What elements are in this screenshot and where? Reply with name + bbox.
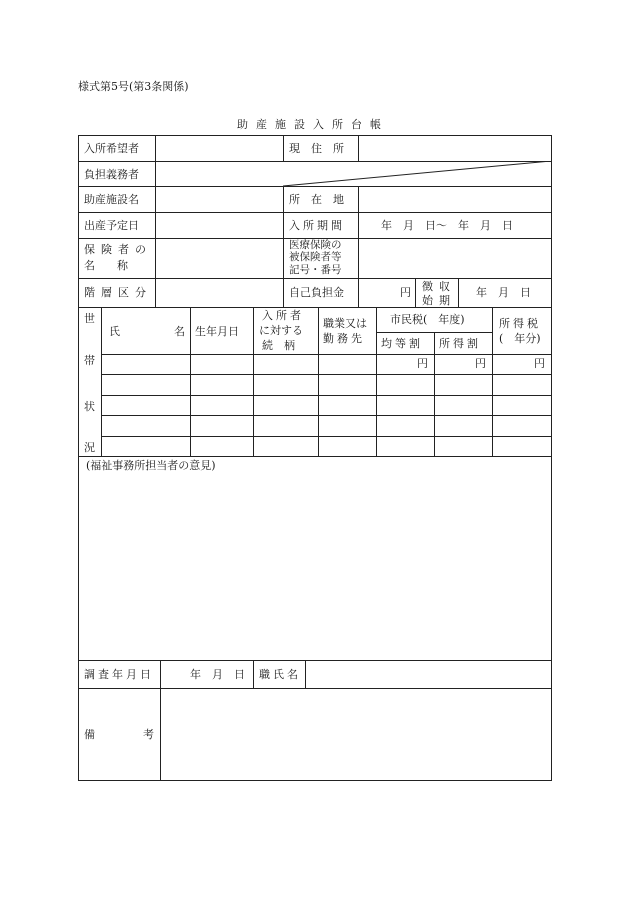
rule — [101, 307, 102, 456]
label-self-pay: 自己負担金 — [289, 286, 344, 299]
label-med-ins-1: 医療保険の — [289, 239, 342, 251]
collect-date-value: 年 月 日 — [476, 286, 531, 299]
col-equal: 均等割 — [381, 337, 423, 350]
label-facility-name: 助産施設名 — [84, 193, 139, 206]
rule — [358, 186, 359, 307]
rule — [253, 307, 254, 456]
col-rel-1: 入所者 — [262, 309, 304, 322]
rule — [551, 135, 552, 781]
col-job-2: 勤務先 — [323, 332, 365, 345]
col-income-share: 所得割 — [439, 337, 481, 350]
label-remarks-1: 備 — [84, 728, 95, 741]
rule — [101, 436, 552, 437]
self-pay-yen: 円 — [400, 286, 411, 299]
label-address: 現 住 所 — [289, 142, 344, 155]
side-char-4: 況 — [84, 441, 95, 454]
label-payer: 負担義務者 — [84, 168, 139, 181]
label-staff-name: 職氏名 — [259, 668, 301, 681]
rule — [78, 212, 552, 213]
col-rel-2: に対する — [259, 324, 303, 337]
rule — [358, 135, 359, 161]
label-insurer-1: 保険者の — [84, 243, 152, 256]
rule — [253, 660, 254, 688]
yen-equal: 円 — [417, 357, 428, 370]
col-rel-3: 続 柄 — [262, 339, 295, 352]
rule — [283, 135, 284, 161]
col-birth: 生年月日 — [195, 325, 239, 338]
rule — [78, 135, 552, 136]
rule — [283, 186, 284, 307]
rule — [492, 307, 493, 456]
rule — [78, 780, 552, 781]
rule — [101, 395, 552, 396]
rule — [78, 688, 552, 689]
label-tier: 階層区分 — [84, 286, 152, 299]
rule — [101, 374, 552, 375]
rule — [415, 278, 416, 307]
label-stay-period: 入所期間 — [289, 219, 345, 232]
survey-date-value: 年 月 日 — [190, 668, 245, 681]
diagonal-slash — [283, 161, 552, 187]
form-title: 助産施設入所台帳 — [237, 118, 389, 131]
col-name-1: 氏 — [109, 325, 120, 338]
rule — [458, 278, 459, 307]
label-insurer-2: 名 称 — [84, 259, 128, 272]
stay-period-value: 年 月 日〜 年 月 日 — [381, 219, 513, 232]
label-applicant: 入所希望者 — [84, 142, 139, 155]
rule — [78, 278, 552, 279]
label-due-date: 出産予定日 — [84, 219, 139, 232]
rule — [190, 307, 191, 456]
rule — [160, 660, 161, 780]
opinion-label: (福祉事務所担当者の意見) — [86, 459, 216, 472]
side-char-2: 帯 — [84, 354, 95, 367]
rule — [78, 135, 79, 781]
rule — [101, 415, 552, 416]
col-income-tax-2: ( 年分) — [499, 332, 541, 345]
col-name-2: 名 — [174, 325, 185, 338]
form-number: 様式第5号(第3条関係) — [78, 80, 189, 93]
rule — [318, 307, 319, 456]
rule — [101, 354, 552, 355]
col-city-tax: 市民税( 年度) — [390, 313, 465, 326]
yen-income-tax: 円 — [534, 357, 545, 370]
yen-income-share: 円 — [475, 357, 486, 370]
rule — [434, 332, 435, 456]
col-job-1: 職業又は — [323, 317, 367, 330]
label-survey-date: 調査年月日 — [84, 668, 154, 681]
label-location: 所 在 地 — [289, 193, 344, 206]
rule — [305, 660, 306, 688]
label-med-ins-3: 記号・番号 — [289, 264, 342, 276]
col-income-tax-1: 所得税 — [499, 317, 541, 330]
label-med-ins-2: 被保険者等 — [289, 251, 342, 263]
rule — [78, 660, 552, 661]
side-char-1: 世 — [84, 312, 95, 325]
rule — [78, 307, 552, 308]
rule — [376, 307, 377, 456]
rule — [155, 135, 156, 307]
label-collect-2: 始期 — [422, 294, 456, 307]
label-remarks-2: 考 — [143, 728, 154, 741]
rule — [78, 456, 552, 457]
side-char-3: 状 — [84, 400, 95, 413]
label-collect-1: 徴収 — [422, 280, 456, 293]
